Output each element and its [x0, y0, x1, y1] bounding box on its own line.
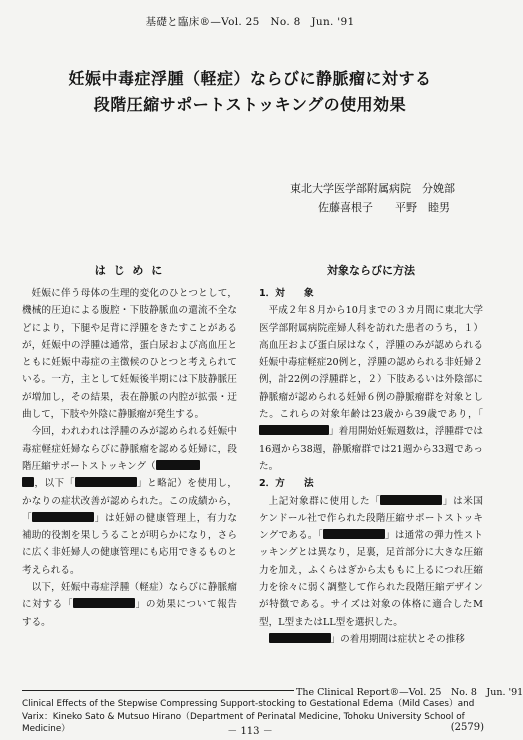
- left-column: [22, 285, 237, 631]
- intro-paragraph-1: 妊娠に伴う母体の生理的変化のひとつとして，機械的圧迫による腹腔・下肢静脈血の還流不全などにより，下腿や足背に浮腫をきたすことがあるが，妊娠中の浮腫は通常，蛋白尿および高血圧とともに妊娠中毒症の主徴候のひとつと考えられている。一方，主として妊娠後半期には下肢静脈圧が増加し，その結果，表在静脈の内腔が拡張・迂曲して，下肢や外陰に静脈瘤が発生する。: [22, 288, 237, 421]
- text-span: 」の着用期間は症状とその推移: [330, 633, 465, 645]
- text-span: 」の効果について報告する。: [22, 599, 237, 628]
- redacted-product-name: [380, 495, 442, 505]
- section-methods-title: 2．方 法: [259, 478, 314, 490]
- journal-header: 基礎と臨床®—Vol. 25 No. 8 Jun. '91: [145, 16, 355, 28]
- redacted-product-name: [32, 512, 94, 522]
- article-title-line-2: 段階圧縮サポートストッキングの使用効果: [93, 95, 407, 114]
- redacted-product-name: [156, 460, 200, 470]
- text-span: 」は妊婦の健康管理上，有力な補助的役割を果しうることが明らかになり，さらに広く非妊婦人の健康管理にも応用できるものと考えられる。: [22, 512, 238, 576]
- redacted-product-name: [259, 425, 329, 435]
- affiliation: 東北大学医学部附属病院 分娩部: [290, 182, 455, 195]
- section-subjects-title: 1．対 象: [259, 288, 314, 299]
- cumulative-page-number: (2579): [450, 722, 484, 733]
- methods-paragraph: [259, 493, 483, 631]
- text-span: 上記対象群に使用した「: [268, 495, 381, 507]
- article-title-line-1: 妊娠中毒症浮腫（軽症）ならびに静脈瘤に対する: [68, 69, 432, 88]
- page-number: － 113 －: [227, 726, 273, 737]
- text-span: 」と略記）を使用し，かなりの症状改善が認められた。この成績から，「: [22, 478, 238, 524]
- text-span: 」は米国ケンドール社で作られた段階圧縮サポートストッキングである。「: [259, 495, 484, 542]
- introduction-heading: は じ め に: [94, 264, 165, 277]
- text-span: 」着用開始妊娠週数は，浮腫群では16週から38週，静脈瘤群では21週から33週であった。: [259, 426, 483, 472]
- english-title-block: Clinical Effects of the Stepwise Compressing Support-stocking to Gestational Edema（Mild Cases）and Varix：Kineko Sato & Mutsuo Hirano（Department of Perinatal Medicine, Tohoku University School of Medicine）: [22, 699, 475, 734]
- authors: 佐藤喜根子 平野 睦男: [318, 201, 450, 214]
- footer-rule: [22, 690, 294, 691]
- intro-paragraph-2: [22, 423, 237, 579]
- intro-paragraph-3: [22, 579, 237, 631]
- methods-heading: 対象ならびに方法: [327, 264, 415, 277]
- text-span: 」は通常の弾力性ストッキングとは異なり，足裏，足首部分に大きな圧縮力を加え，ふくらはぎから太ももに上るにつれ圧縮力を徐々に弱く調整して作られた段階圧縮デザインが特徴である。サイズは対象の体格に適合したM型，L型またはLL型を選択した。: [259, 530, 484, 628]
- redacted-product-name: [75, 477, 137, 487]
- redacted-product-name: [323, 529, 385, 539]
- text-span: ，以下「: [34, 478, 75, 490]
- redacted-product-name: [73, 598, 135, 608]
- text-span: 以下，妊娠中毒症浮腫（軽症）ならびに静脈瘤に対する「: [22, 582, 237, 611]
- subjects-paragraph: [259, 302, 483, 475]
- redacted-product-name: [22, 477, 34, 487]
- redacted-product-name: [269, 633, 331, 643]
- english-journal-reference: The Clinical Report®—Vol. 25 No. 8 Jun. '91: [296, 687, 523, 698]
- text-span: 今回，われわれは浮腫のみが認められる妊娠中毒症軽症妊婦ならびに静脈瘤を認める妊婦に，段階圧縮サポートストッキング（: [22, 426, 237, 472]
- right-column: [259, 285, 483, 648]
- text-span: 平成２年８月から10月までの３カ月間に東北大学医学部附属病院産婦人科を訪れた患者のうち，１）高血圧および蛋白尿はなく，浮腫のみが認められる妊娠中毒症軽症20例と，浮腫の認められる非妊婦２例，計22例の浮腫群と，２）下肢あるいは外陰部に静脈瘤が認められる妊婦６例の静脈瘤群を対象とした。これらの対象年齢は23歳から39歳であり，「: [259, 305, 483, 421]
- methods-paragraph-2: [259, 631, 483, 648]
